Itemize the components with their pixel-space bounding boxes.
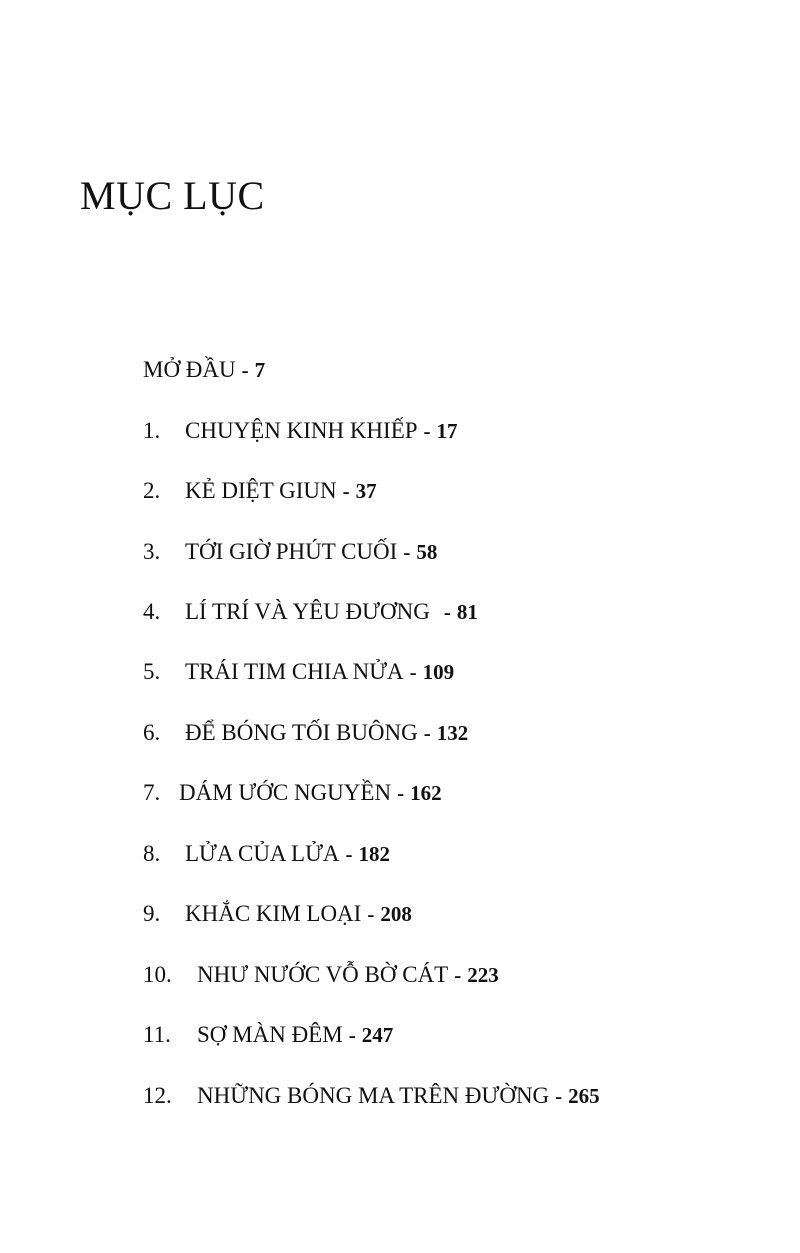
toc-entry-page-number: 162 (410, 781, 442, 805)
page-title: MỤC LỤC (80, 173, 265, 218)
toc-entry-number: 7. (143, 780, 161, 805)
toc-entry-chapter-3[interactable] (143, 540, 437, 563)
toc-entry-separator: - (241, 358, 249, 382)
toc-entry-number: 9. (143, 901, 161, 926)
toc-entry-number: 8. (143, 841, 161, 866)
toc-entry-number: 5. (143, 659, 161, 684)
toc-entry-title: CHUYỆN KINH KHIẾP (185, 418, 418, 443)
toc-entry-separator: - (367, 902, 375, 926)
toc-entry-title: ĐỂ BÓNG TỐI BUÔNG (185, 720, 418, 745)
toc-entry-page-number: 182 (358, 842, 391, 866)
toc-entry-number: 12. (143, 1083, 172, 1108)
toc-entry-chapter-5[interactable] (143, 660, 454, 683)
toc-entry-chapter-1[interactable] (143, 419, 458, 442)
toc-entry-chapter-10[interactable] (143, 963, 499, 986)
toc-entry-title: TỚI GIỜ PHÚT CUỐI (185, 539, 398, 564)
toc-entry-title: LỬA CỦA LỬA (185, 841, 340, 866)
toc-entry-number: 2. (143, 478, 161, 503)
toc-entry-page-number: 223 (467, 963, 499, 987)
toc-entry-chapter-4[interactable] (143, 600, 478, 623)
toc-entry-title: KẺ DIỆT GIUN (185, 478, 337, 503)
toc-entry-number: 3. (143, 539, 161, 564)
toc-entry-separator: - (555, 1084, 563, 1108)
toc-entry-chapter-12[interactable] (143, 1084, 600, 1107)
toc-entry-number: 6. (143, 720, 161, 745)
toc-entry-page-number: 208 (380, 902, 412, 926)
toc-entry-chapter-9[interactable] (143, 902, 412, 925)
toc-entry-chapter-11[interactable] (143, 1023, 393, 1046)
toc-entry-separator: - (403, 540, 411, 564)
toc-entry-separator: - (397, 781, 405, 805)
toc-entry-separator: - (454, 963, 462, 987)
toc-entry-number: 10. (143, 962, 172, 987)
toc-entry-page-number: 132 (436, 721, 469, 745)
toc-entry-page-number: 17 (436, 419, 458, 443)
toc-entry-title: KHẮC KIM LOẠI (185, 901, 362, 926)
toc-entry-intro[interactable] (143, 358, 265, 381)
toc-entry-chapter-6[interactable] (143, 721, 468, 744)
toc-entry-number: 1. (143, 418, 161, 443)
toc-entry-chapter-2[interactable] (143, 479, 377, 502)
toc-entry-separator: - (348, 1023, 356, 1047)
toc-entry-separator: - (423, 419, 431, 443)
toc-entry-title: NHỮNG BÓNG MA TRÊN ĐƯỜNG (197, 1083, 550, 1108)
toc-entry-separator: - (342, 479, 350, 503)
toc-entry-separator: - (423, 721, 431, 745)
toc-entry-title: NHƯ NƯỚC VỖ BỜ CÁT (197, 962, 449, 987)
toc-entry-title: SỢ MÀN ĐÊM (197, 1022, 343, 1047)
toc-entry-page-number: 7 (254, 358, 266, 382)
toc-entry-title: MỞ ĐẦU (143, 357, 236, 382)
toc-entry-title: TRÁI TIM CHIA NỬA (185, 659, 404, 684)
toc-entry-chapter-7[interactable] (143, 781, 442, 804)
toc-entry-number: 4. (143, 599, 161, 624)
toc-entry-separator: - (443, 600, 451, 624)
toc-entry-chapter-8[interactable] (143, 842, 390, 865)
toc-entry-separator: - (345, 842, 353, 866)
toc-entry-separator: - (409, 660, 417, 684)
toc-entry-title: LÍ TRÍ VÀ YÊU ĐƯƠNG (185, 599, 430, 624)
toc-entry-page-number: 81 (456, 600, 478, 624)
toc-entry-number: 11. (143, 1022, 171, 1047)
toc-entry-page-number: 265 (568, 1084, 600, 1108)
toc-entry-page-number: 247 (361, 1023, 394, 1047)
toc-entry-title: DÁM ƯỚC NGUYỀN (179, 780, 392, 805)
toc-entry-page-number: 58 (416, 540, 438, 564)
toc-entry-page-number: 37 (355, 479, 377, 503)
toc-entry-page-number: 109 (422, 660, 455, 684)
